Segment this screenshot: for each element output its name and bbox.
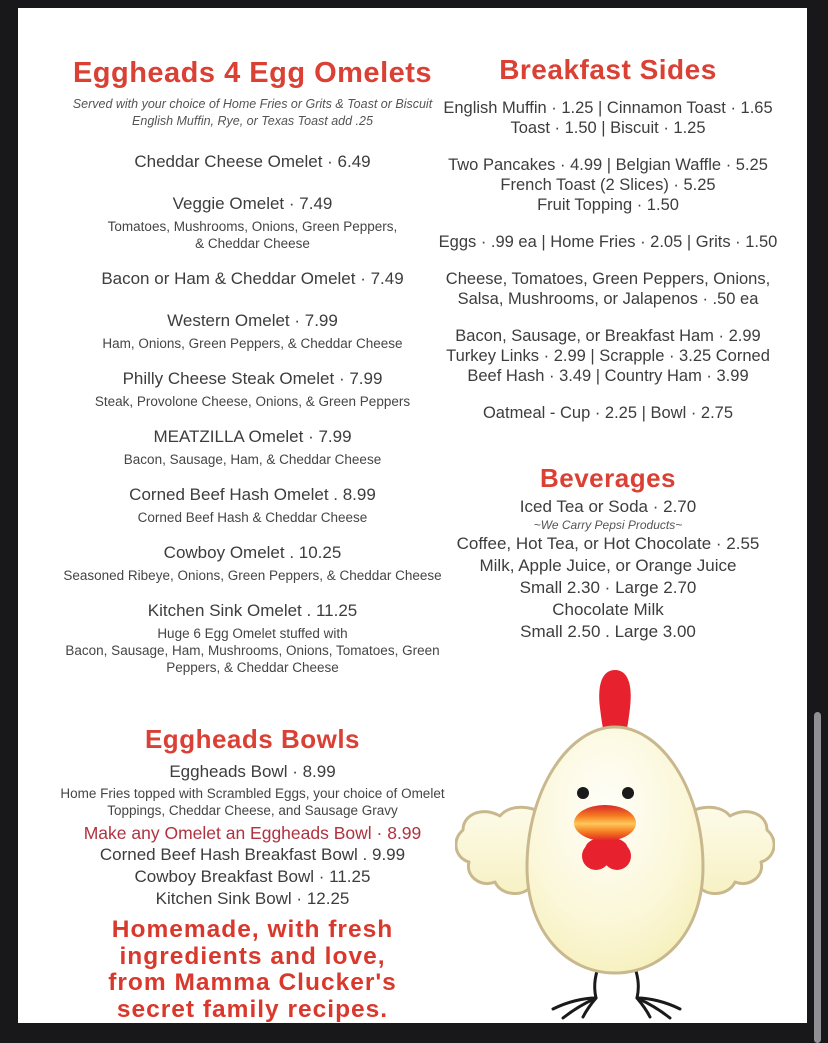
tagline-line: from Mamma Clucker's	[108, 969, 397, 996]
sides-group	[423, 326, 793, 386]
beverages-list	[423, 496, 793, 643]
omelets-title: Eggheads 4 Egg Omelets	[72, 57, 433, 89]
item-description: Bacon, Sausage, Ham, & Cheddar Cheese	[123, 452, 382, 467]
item-name: MEATZILLA Omelet · 7.99	[153, 427, 352, 446]
item-description: Seasoned Ribeye, Onions, Green Peppers, & Cheddar Cheese	[63, 568, 442, 583]
item-name: Western Omelet · 7.99	[167, 311, 338, 330]
menu-line: Kitchen Sink Bowl · 12.25	[155, 889, 350, 908]
sides-group	[423, 232, 793, 252]
menu-line: Cowboy Breakfast Bowl · 11.25	[134, 867, 371, 886]
menu-item	[30, 310, 475, 352]
section-bowls	[30, 713, 475, 1023]
pepsi-note: ~We Carry Pepsi Products~	[533, 518, 683, 532]
menu-item	[30, 151, 475, 173]
tagline	[30, 917, 475, 1023]
menu-line: Fruit Topping · 1.50	[537, 196, 679, 214]
item-description: Bacon, Sausage, Ham, Mushrooms, Onions, Tomatoes, Green	[65, 643, 440, 658]
menu-page	[18, 8, 807, 1023]
omelet-list	[30, 151, 475, 676]
menu-line: Cheese, Tomatoes, Green Peppers, Onions,	[445, 270, 771, 288]
item-description: & Cheddar Cheese	[195, 236, 310, 251]
menu-item	[30, 484, 475, 526]
item-name: Kitchen Sink Omelet . 11.25	[147, 601, 358, 620]
item-description: Home Fries topped with Scrambled Eggs, your choice of Omelet	[60, 786, 445, 801]
item-name: Corned Beef Hash Omelet . 8.99	[129, 485, 376, 504]
sides-group	[423, 98, 793, 138]
item-name: Cowboy Omelet . 10.25	[163, 543, 342, 562]
item-description: Toppings, Cheddar Cheese, and Sausage Gravy	[107, 803, 398, 818]
menu-line: Beef Hash · 3.49 | Country Ham · 3.99	[467, 367, 749, 385]
menu-line: Coffee, Hot Tea, or Hot Chocolate · 2.55	[456, 534, 760, 553]
item-description: Ham, Onions, Green Peppers, & Cheddar Cheese	[102, 336, 403, 351]
scrollbar-thumb[interactable]	[814, 712, 821, 1043]
menu-item	[30, 542, 475, 584]
menu-line: English Muffin · 1.25 | Cinnamon Toast · 1.65	[443, 99, 773, 117]
menu-item	[30, 426, 475, 468]
menu-line: Small 2.30 · Large 2.70	[519, 578, 697, 597]
menu-item	[30, 368, 475, 410]
menu-line: Salsa, Mushrooms, or Jalapenos · .50 ea	[457, 290, 759, 308]
menu-item	[30, 193, 475, 252]
tagline-line: Homemade, with fresh	[111, 916, 394, 943]
item-name: Eggheads Bowl · 8.99	[169, 762, 336, 781]
item-name: Bacon or Ham & Cheddar Omelet · 7.49	[101, 269, 404, 288]
menu-line: Bacon, Sausage, or Breakfast Ham · 2.99	[455, 327, 761, 345]
sides-title: Breakfast Sides	[499, 54, 717, 85]
tagline-line: ingredients and love,	[119, 942, 386, 970]
omelets-subtitle-line: Served with your choice of Home Fries or Grits & Toast or Biscuit	[72, 97, 433, 111]
menu-line: Milk, Apple Juice, or Orange Juice	[479, 556, 737, 575]
item-name: Cheddar Cheese Omelet · 6.49	[134, 152, 371, 171]
item-name: Veggie Omelet · 7.49	[172, 194, 333, 213]
item-description: Corned Beef Hash & Cheddar Cheese	[137, 510, 368, 525]
item-description: Steak, Provolone Cheese, Onions, & Green Peppers	[94, 394, 411, 409]
menu-line: Corned Beef Hash Breakfast Bowl . 9.99	[99, 845, 406, 864]
omelets-subtitle-line: English Muffin, Rye, or Texas Toast add .25	[132, 114, 373, 128]
sides-list	[423, 98, 793, 423]
item-description: Peppers, & Cheddar Cheese	[166, 660, 339, 675]
item-description: Huge 6 Egg Omelet stuffed with	[157, 626, 348, 641]
menu-line: Small 2.50 . Large 3.00	[520, 622, 696, 641]
chicken-beak	[574, 805, 636, 841]
menu-line: Two Pancakes · 4.99 | Belgian Waffle · 5.25	[448, 156, 768, 174]
menu-line: French Toast (2 Slices) · 5.25	[500, 176, 716, 194]
menu-line: Eggs · .99 ea | Home Fries · 2.05 | Grits · 1.50	[438, 233, 778, 251]
menu-line: Chocolate Milk	[552, 600, 664, 619]
menu-line: Turkey Links · 2.99 | Scrapple · 3.25 Corned	[446, 347, 770, 365]
sides-group	[423, 403, 793, 423]
chicken-eye-right	[622, 787, 634, 799]
chicken-eye-left	[577, 787, 589, 799]
beverages-title: Beverages	[539, 463, 677, 493]
menu-line: Toast · 1.50 | Biscuit · 1.25	[510, 119, 706, 137]
tagline-line: secret family recipes.	[116, 995, 389, 1023]
bowls-title: Eggheads Bowls	[144, 724, 361, 754]
item-description: Tomatoes, Mushrooms, Onions, Green Peppers,	[107, 219, 398, 234]
chicken-wattle	[582, 837, 631, 870]
section-breakfast-sides	[423, 52, 793, 440]
chicken-mascot-icon	[455, 660, 775, 1020]
item-name: Philly Cheese Steak Omelet · 7.99	[122, 369, 383, 388]
menu-item	[30, 600, 475, 676]
bowls-highlight-line: Make any Omelet an Eggheads Bowl · 8.99	[83, 823, 422, 843]
menu-line: Oatmeal - Cup · 2.25 | Bowl · 2.75	[482, 404, 734, 422]
sides-group	[423, 155, 793, 215]
sides-group	[423, 269, 793, 309]
section-beverages	[423, 454, 793, 643]
menu-item	[30, 268, 475, 290]
section-omelets	[30, 54, 475, 692]
menu-line: Iced Tea or Soda · 2.70	[519, 497, 697, 516]
